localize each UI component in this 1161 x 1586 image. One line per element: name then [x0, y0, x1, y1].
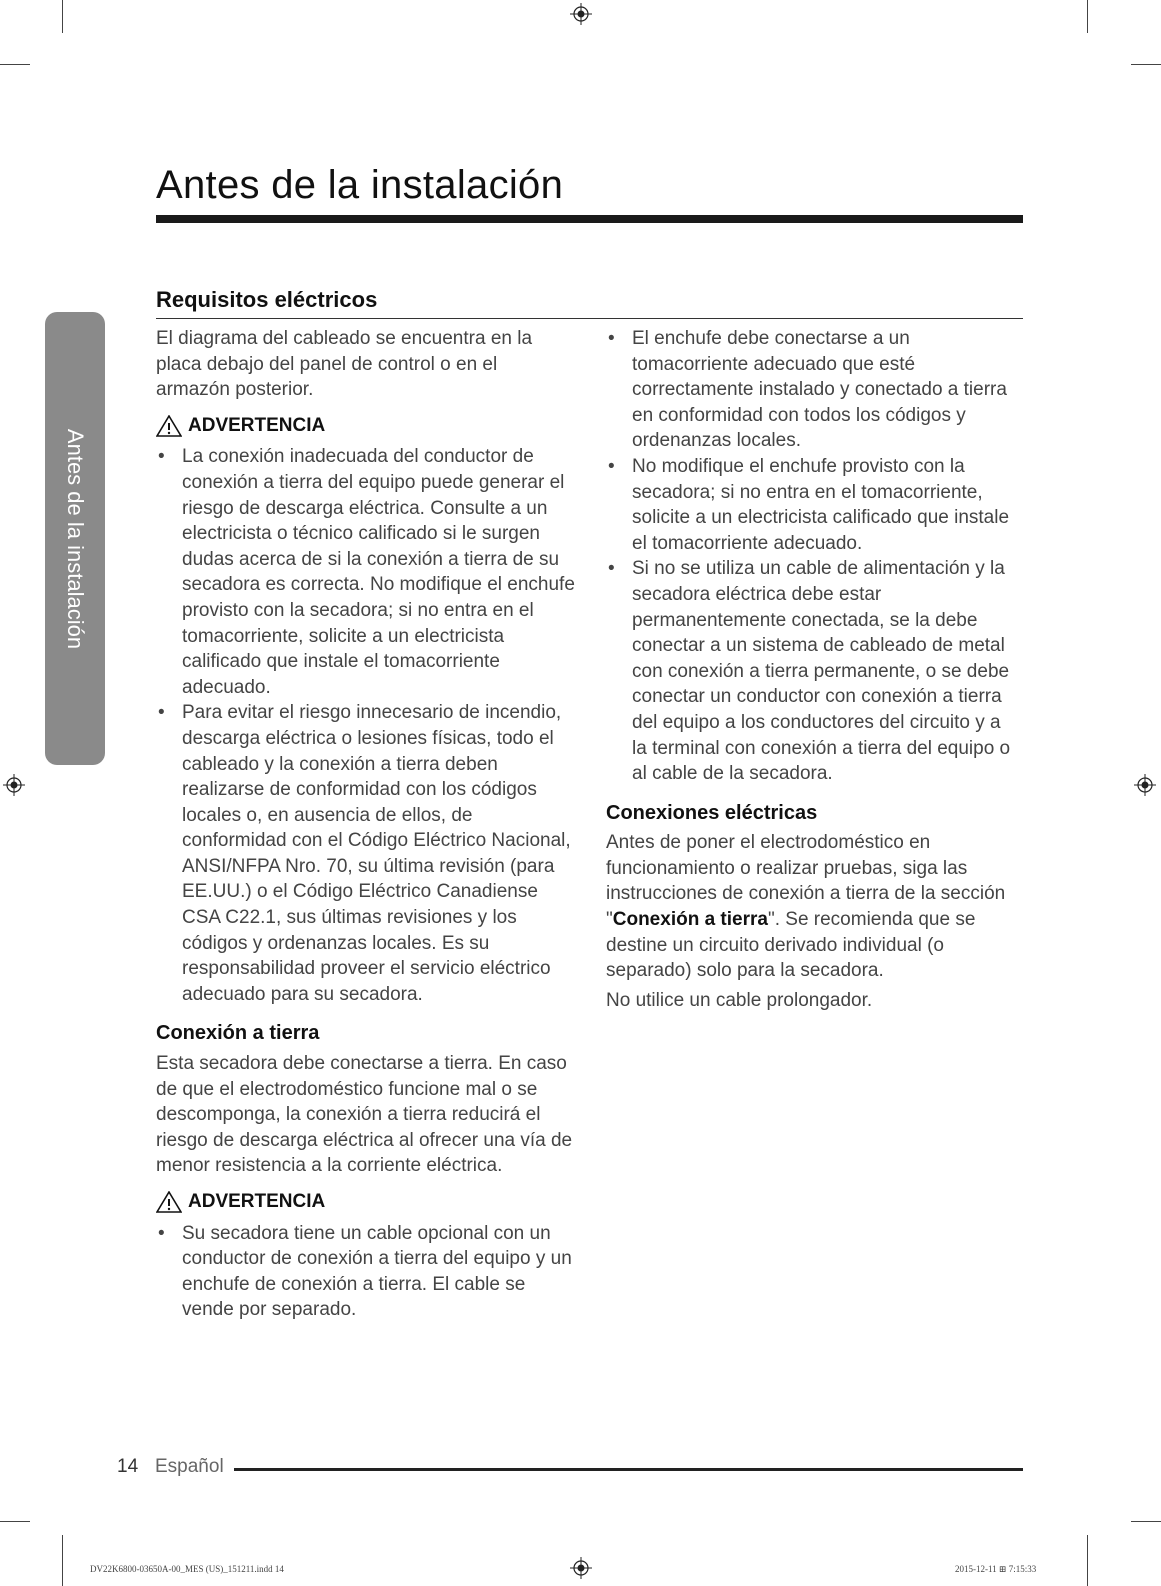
- crop-mark: [0, 1521, 30, 1522]
- side-tab-label: Antes de la instalación: [63, 428, 89, 649]
- ground-title: Conexión a tierra: [156, 1022, 320, 1045]
- warning-list: [156, 1221, 576, 1323]
- connections-note: No utilice un cable prolongador.: [606, 989, 873, 1011]
- crop-mark: [1087, 0, 1088, 33]
- list-item: • El enchufe debe conectarse a un tomacorriente adecuado que esté correctamente instalado y conectado a tierra en conformidad con todos los códigos y ordenanzas locales.: [606, 326, 1016, 454]
- list-item: • Su secadora tiene un cable opcional con un conductor de conexión a tierra del equipo y un enchufe de conexión a tierra. El cable se vende por separado.: [156, 1221, 576, 1323]
- registration-mark-icon: [570, 1557, 592, 1579]
- requirements-list: [606, 326, 1016, 787]
- warning-heading: [156, 413, 576, 439]
- registration-mark-icon: [3, 774, 25, 796]
- print-file-info: DV22K6800-03650A-00_MES (US)_151211.indd 14: [90, 1564, 284, 1574]
- side-tab: [45, 312, 105, 765]
- ground-paragraph: Esta secadora debe conectarse a tierra. En caso de que el electrodoméstico funcione mal o se descomponga, la conexión a tierra reducirá el riesgo de descarga eléctrica al ofrecer una vía de menor resistencia a la corriente eléctrica.: [156, 1053, 573, 1177]
- right-column: [606, 326, 1016, 1013]
- warning-heading: [156, 1189, 576, 1215]
- warning-label: ADVERTENCIA: [188, 1191, 326, 1212]
- list-item: • Si no se utiliza un cable de alimentación y la secadora eléctrica debe estar permanentemente conectada, se la debe conectar a un sistema de cableado de metal con conexión a tierra permanente, o se debe conectar un conductor con conexión a tierra del equipo a los conductores del circuito y a la terminal con conexión a tierra del equipo o al cable de la secadora.: [606, 556, 1016, 786]
- list-item: • No modifique el enchufe provisto con la secadora; si no entra en el tomacorriente, solicite a un electricista calificado que instale el tomacorriente adecuado.: [606, 454, 1016, 556]
- warning-label: ADVERTENCIA: [188, 414, 326, 436]
- crop-mark: [1087, 1535, 1088, 1586]
- crop-mark: [62, 0, 63, 33]
- connections-bold-ref: Conexión a tierra: [612, 909, 768, 931]
- warning-triangle-icon: [156, 415, 182, 437]
- footer-language: Español: [155, 1456, 224, 1477]
- page-number: 14: [117, 1456, 139, 1477]
- warning-list: [156, 444, 576, 1007]
- title-rule: [156, 215, 1023, 223]
- connections-title: Conexiones eléctricas: [606, 801, 818, 824]
- list-item: • Para evitar el riesgo innecesario de incendio, descarga eléctrica o lesiones físicas, todo el cableado y la conexión a tierra deben realizarse de conformidad con los códigos locales o, en ausencia de ellos, de conformidad con el Código Eléctrico Nacional, ANSI/NFPA Nro. 70, su última revisión (para EE.UU.) o el Código Eléctrico Canadiense CSA C22.1, sus últimas revisiones y los códigos y ordenanzas locales. Es su responsabilidad proveer el servicio eléctrico adecuado para su secadora.: [156, 700, 576, 1007]
- intro-paragraph: El diagrama del cableado se encuentra en la placa debajo del panel de control o en el armazón posterior.: [156, 328, 533, 401]
- registration-mark-icon: [570, 3, 592, 25]
- list-item: • La conexión inadecuada del conductor de conexión a tierra del equipo puede generar el riesgo de descarga eléctrica. Consulte a un electricista o técnico calificado si le surgen dudas acerca de si la conexión a tierra de su secadora es correcta. No modifique el enchufe provisto con la secadora; si no entra en el tomacorriente, solicite a un electricista calificado que instale el tomacorriente adecuado.: [156, 444, 576, 700]
- crop-mark: [62, 1535, 63, 1586]
- page-title: Antes de la instalación: [156, 163, 564, 207]
- print-date-info: 2015-12-11 ⊞ 7:15:33: [955, 1564, 1037, 1574]
- connections-paragraph: Antes de poner el electrodoméstico en funcionamiento o realizar pruebas, siga las instrucciones de conexión a tierra de la sección "Conexión a tierra". Se recomienda que se destine un circuito derivado individual (o separado) solo para la secadora.: [606, 832, 1006, 982]
- left-column: [156, 326, 576, 1323]
- section-title: Requisitos eléctricos: [156, 287, 378, 312]
- registration-mark-icon: [1134, 774, 1156, 796]
- warning-triangle-icon: [156, 1191, 182, 1213]
- crop-mark: [1131, 1521, 1161, 1522]
- crop-mark: [0, 64, 30, 65]
- section-rule: [156, 318, 1023, 319]
- footer-rule: [234, 1468, 1023, 1471]
- crop-mark: [1131, 64, 1161, 65]
